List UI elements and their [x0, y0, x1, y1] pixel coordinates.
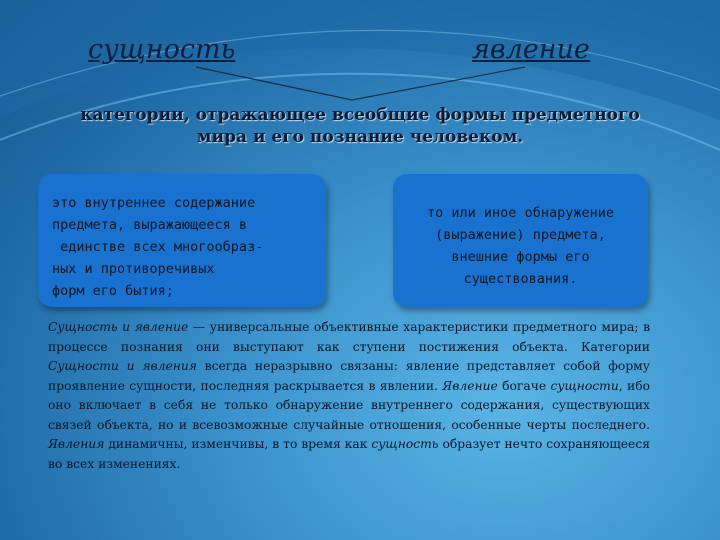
- term-phenomenon-inline: Явления: [48, 437, 105, 451]
- text-fragment: — универсальные объективные характеристики предметного мира; в процессе познания они выступают как ступени постижения объекта. Категории: [48, 320, 650, 354]
- term-essence-inline: Сущность: [48, 320, 118, 334]
- phenomenon-definition-box: [393, 174, 648, 307]
- text-fragment: динамичны, изменчивы, в то время как: [104, 437, 372, 451]
- term-phenomenon-inline: Явление: [442, 378, 498, 393]
- term-phenomenon: явление: [472, 34, 590, 65]
- term-essence: сущность: [88, 34, 236, 65]
- explanation-paragraph: [48, 318, 650, 474]
- term-phenomenon-inline: явление: [134, 320, 189, 334]
- text-fragment: богаче: [497, 378, 551, 393]
- essence-definition-box: [38, 174, 326, 307]
- term-phenomenon-inline: явления: [142, 359, 197, 373]
- connector-lines: [0, 0, 720, 120]
- phenomenon-definition-text: то или иное обнаружение (выражение) предмета, внешние формы его существования.: [427, 205, 614, 287]
- definition-line-1: категории, отражающее всеобщие формы предметного: [80, 105, 640, 125]
- essence-definition-text: это внутреннее содержание предмета, выражающееся в единстве всех многообраз- ных и противоречивых форм его бытия;: [52, 195, 264, 299]
- definition-line-2: мира и его познание человеком.: [196, 127, 524, 147]
- categories-definition: [60, 104, 660, 148]
- term-essence-inline: сущность: [371, 437, 439, 451]
- term-essence-inline: сущности: [550, 378, 619, 393]
- text-fragment: образует нечто сохраняющееся во всех изменениях.: [48, 437, 650, 471]
- text-fragment: , ибо оно включает в себя не только обнаружение внутреннего содержания, существующих связей объекта, но и всевозможные случайные отношения, особенные черты последнего.: [48, 378, 651, 432]
- conjunction: и: [117, 320, 135, 334]
- conjunction: и: [118, 359, 143, 373]
- term-essence-inline: Сущности: [48, 359, 119, 373]
- text-fragment: всегда неразрывно связаны: явление представляет собой форму проявление сущности, последняя раскрывается в явлении.: [48, 359, 650, 393]
